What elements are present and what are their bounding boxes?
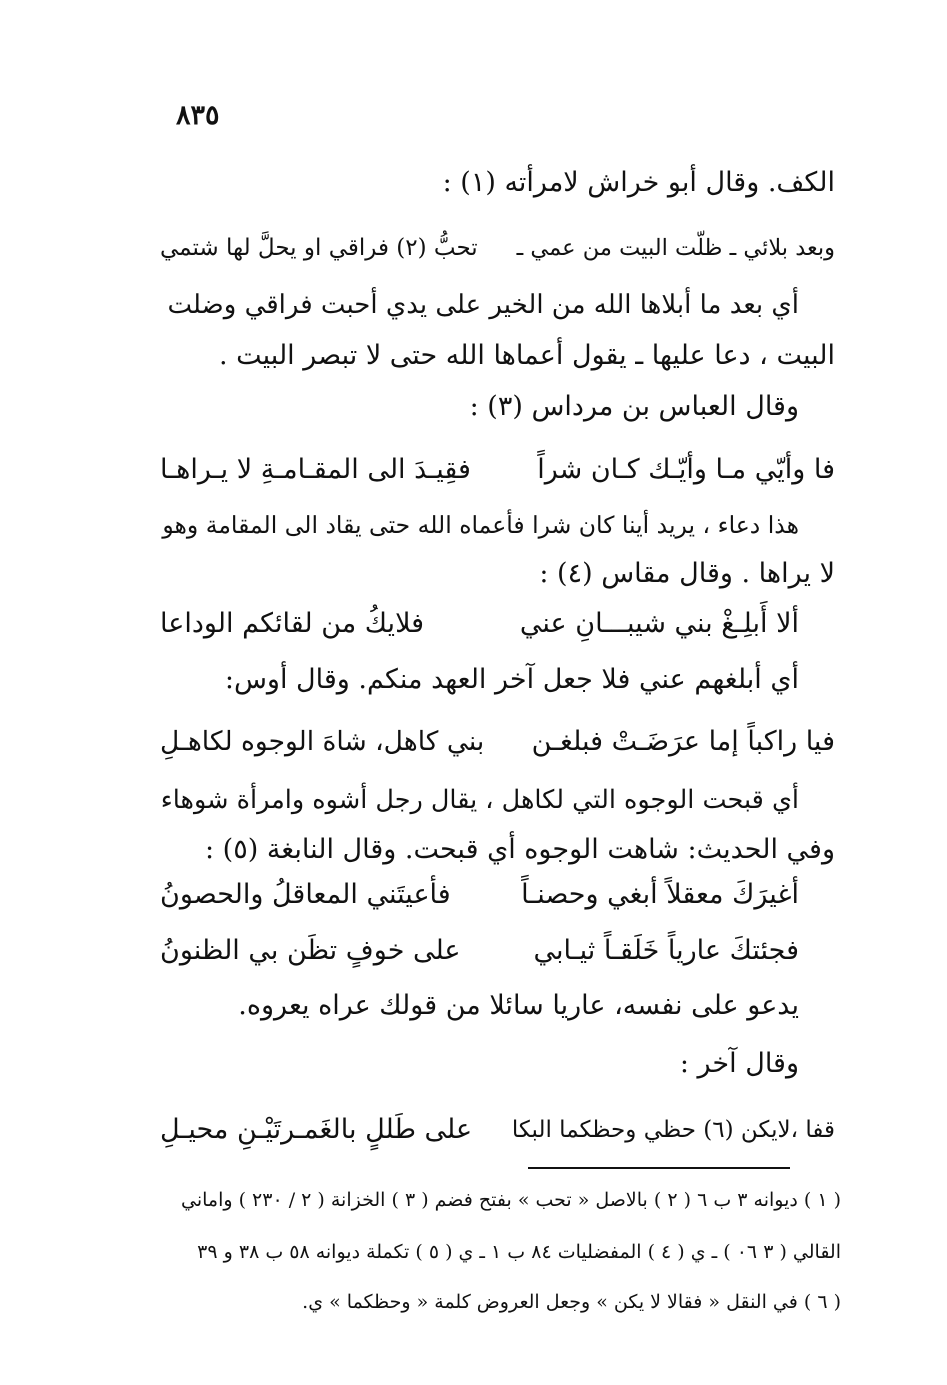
verse-second-hemistich: على خوفٍ تظَن بي الظنونُ	[160, 935, 461, 966]
verse-line	[160, 1110, 835, 1150]
verse-second-hemistich: على طَللٍ بالغَمـرتَيْـنِ محيـلِ	[160, 1114, 473, 1145]
verse-first-hemistich: ألا أَبلِـغْ بني شيبـــانِ عني	[519, 608, 799, 639]
verse-line	[160, 450, 835, 490]
verse-second-hemistich: تحبُّ (٢) فراقي او يحلَّ لها شتمي	[160, 235, 478, 261]
text-line: هذا دعاء ، يريد أينا كان شرا فأعماه الله حتى يقاد الى المقامة وهو	[162, 511, 799, 539]
page-number: ٨٣٥	[176, 100, 220, 131]
footnote-line: القالي ( ٣ ٠٦ ) ـ ي ( ٤ ) المفضليات ٨٤ ب ١ ـ ي ( ٥ ) تكملة ديوانه ٥٨ ب ٣٨ و ٣٩	[197, 1241, 841, 1263]
verse-first-hemistich: فا وأيّي مـا وأيّـك كـان شراً	[537, 454, 835, 485]
text-line: وفي الحديث: شاهت الوجوه أي قبحت. وقال النابغة (٥) :	[204, 834, 835, 865]
verse-line	[160, 604, 799, 644]
verse-second-hemistich: فأعيتَني المعاقلُ والحصونُ	[160, 879, 451, 910]
text-line: أي أبلغهم عني فلا جعل آخر العهد منكم. وقال أوس:	[224, 664, 799, 695]
text-line: البيت ، دعا عليها ـ يقول أعماها الله حتى لا تبصر البيت .	[218, 340, 835, 371]
footnote-divider	[528, 1167, 790, 1169]
verse-line	[160, 875, 799, 915]
text-line: وقال العباس بن مرداس (٣) :	[469, 391, 799, 422]
text-line: الكف. وقال أبو خراش لامرأته (١) :	[442, 167, 835, 198]
text-line: أي بعد ما أبلاها الله من الخير على يدي أحبت فراقي وضلت	[167, 290, 799, 320]
verse-second-hemistich: فلايكُ من لقائكم الوداعا	[160, 608, 425, 639]
verse-second-hemistich: بني كاهل، شاهَ الوجوه لكاهـلِ	[160, 726, 485, 757]
text-line: لا يراها . وقال مقاس (٤) :	[539, 558, 835, 589]
verse-first-hemistich: فيا راكباً إما عرَضَـتْ فبلغـن	[531, 726, 835, 757]
verse-second-hemistich: فقِيـدَ الى المقـامـةِ لا يـراهـا	[160, 454, 471, 485]
text-line: أي قبحت الوجوه التي لكاهل ، يقال رجل أشوه وامرأة شوهاء	[160, 785, 799, 815]
verse-line	[160, 228, 835, 268]
verse-first-hemistich: أغيرَكَ معقلاً أبغي وحصنـاً	[521, 879, 799, 910]
verse-first-hemistich: وبعد بلائي ـ ظلّت البيت من عمي ـ	[516, 235, 835, 261]
verse-line	[160, 931, 799, 971]
text-line: وقال آخر :	[679, 1048, 799, 1079]
footnote-line: ( ١ ) ديوانه ٣ ب ٦ ( ٢ ) بالاصل « تحب » بفتح فضم ( ٣ ) الخزانة ( ٢ / ٢٣٠ ) واماني	[181, 1189, 841, 1211]
verse-first-hemistich: قفا ،لايكن (٦) حظي وحظكما البكا	[511, 1117, 835, 1143]
text-line: يدعو على نفسه، عاريا سائلا من قولك عراه يعروه.	[238, 990, 799, 1021]
verse-line	[160, 722, 835, 762]
footnote-line: ( ٦ ) في النقل « فقالا لا يكن » وجعل العروض كلمة « وحظكما » ي.	[302, 1291, 841, 1313]
verse-first-hemistich: فجئتكَ عارياً خَلَقـاً ثيـابي	[533, 935, 799, 966]
